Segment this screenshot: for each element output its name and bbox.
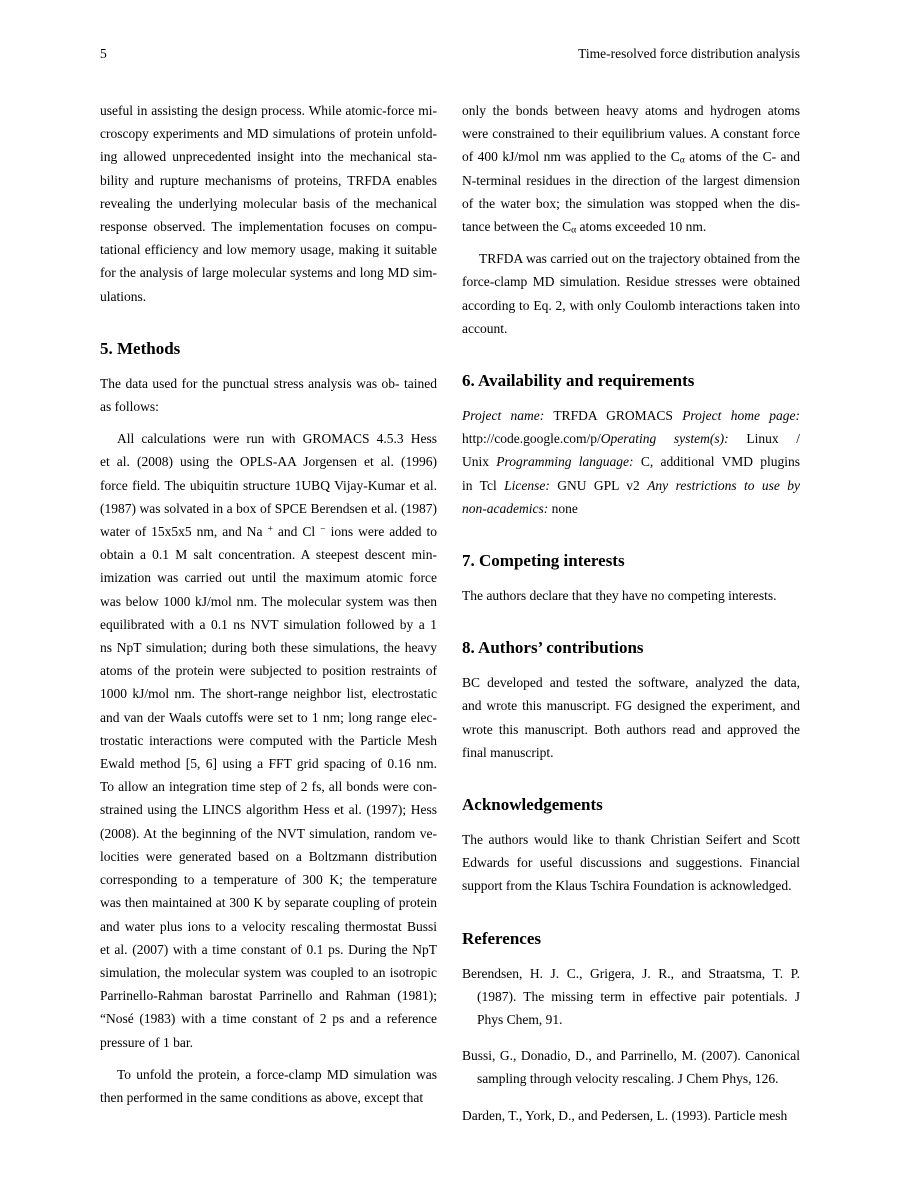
text-line [462,450,800,473]
text-line: Bussi, G., Donadio, D., and Parrinello, M. (2007). Canonical [462,1048,800,1064]
paragraph-availability [462,404,800,520]
text-line: trostatic interactions were computed with the Particle Mesh [100,732,437,748]
text-line: were constrained to their equilibrium values. A constant force [462,126,800,142]
text-segment: − [320,523,326,535]
text-line [462,215,800,238]
text-line: The data used for the punctual stress analysis was ob- tained [100,375,437,391]
text-segment: Operating system(s): [600,431,729,447]
text-segment: atoms exceeded 10 nm. [576,219,707,235]
text-line: useful in assisting the design process. While atomic-force mi- [100,103,437,118]
text-line: and van der Waals cutoffs were set to 1 nm; long range elec- [100,709,437,725]
running-title: Time-resolved force distribution analysis [578,46,800,61]
text-segment: ions were added to [325,524,438,540]
text-line [462,427,800,450]
text-line: Berendsen, H. J. C., Grigera, J. R., and Straatsma, T. P. [462,965,800,981]
text-line [462,404,800,427]
paragraph-unfold-continuation [462,99,800,238]
text-line: TRFDA was carried out on the trajectory obtained from the [479,251,800,267]
text-line: for the analysis of large molecular systems and long MD sim- [100,265,437,281]
paragraph-intro-continuation [100,99,437,308]
text-line: was then maintained at 300 K by separate coupling of protein [100,895,437,911]
text-line: wrote this manuscript. Both authors read and approved the [462,721,800,737]
text-line: 1000 kJ/mol nm. The short-range neighbor list, electrostatic [100,686,437,702]
text-line: (1987) was solvated in a box of SPCE Berendsen et al. (1987) [100,500,437,516]
right-column [462,99,800,1127]
text-segment: atoms of the C- and [684,149,800,165]
text-line: simulation, the molecular system was coupled to an isotropic [100,964,437,980]
text-line: atoms of the protein were subjected to position restraints of [100,663,437,679]
text-segment: water of 15x5x5 nm, and Na [100,524,268,540]
text-line: To allow an integration time step of 2 fs, all bonds were con- [100,779,437,795]
text-segment: Project home page: [682,408,800,424]
text-segment: α [571,224,577,236]
text-line [462,497,800,520]
text-line: was below 1000 kJ/mol nm. The molecular system was then [100,593,437,609]
text-line: Phys Chem, 91. [477,1012,563,1028]
text-line: tational efficiency and low memory usage, making it suitable [100,242,437,258]
text-segment: GNU GPL v2 [549,477,648,493]
text-line: and wrote this manuscript. FG designed the experiment, and [462,698,800,714]
text-segment: C, additional VMD plugins [633,454,800,470]
text-line: support from the Klaus Tschira Foundation is acknowledged. [462,878,792,894]
text-segment: Unix [462,454,497,470]
text-segment: non-academics: [462,500,549,516]
text-line: BC developed and tested the software, analyzed the data, [462,675,800,691]
reference-entry-bussi [462,1044,800,1090]
paragraph-acknowledgements [462,828,800,898]
text-line: final manuscript. [462,744,554,760]
text-line: strained using the LINCS algorithm Hess et al. (1997); Hess [100,802,437,818]
text-segment: α [679,155,685,167]
text-line [462,145,800,168]
text-line: force-clamp MD simulation. Residue stresses were obtained [462,274,800,290]
text-line: force field. The ubiquitin structure 1UBQ Vijay-Kumar et al. [100,477,437,493]
text-line: bility and rupture mechanisms of proteins, TRFDA enables [100,172,437,188]
paragraph-authors-contributions [462,671,800,764]
text-line: according to Eq. 2, with only Coulomb interactions taken into [462,297,800,313]
text-line: and water plus ions to a velocity rescaling thermostat Bussi [100,918,437,934]
text-segment: + [267,523,273,535]
reference-entry-darden [462,1104,800,1127]
text-segment: none [548,500,578,516]
text-line: only the bonds between heavy atoms and hydrogen atoms [462,103,800,118]
text-line: (2008). At the beginning of the NVT simulation, random ve- [100,825,437,841]
text-line: ing allowed unprecedented insight into the mechanical sta- [100,149,437,165]
paragraph-methods-setup [100,427,437,1053]
text-line: Ewald method [5, 6] using a FFT grid spacing of 0.16 nm. [100,756,437,772]
text-line [462,474,800,497]
text-line: et al. (2008) using the OPLS-AA Jorgensen et al. (1996) [100,454,437,470]
text-line: Parrinello-Rahman barostat Parrinello and Rahman (1981); [100,988,437,1004]
text-segment: http://code.google.com/p/ [462,431,601,447]
text-line: as follows: [100,399,159,415]
text-line: sampling through velocity rescaling. J Chem Phys, 126. [477,1071,779,1087]
text-segment: and Cl [272,524,321,540]
text-line: account. [462,320,508,336]
reference-entry-berendsen [462,962,800,1032]
text-line: “Nosé (1983) with a time constant of 2 ps and a reference [100,1011,437,1027]
section-heading-competing-interests: 7. Competing interests [462,551,625,571]
text-line: then performed in the same conditions as above, except that [100,1089,424,1105]
left-column [100,99,437,1109]
section-heading-acknowledgements: Acknowledgements [462,795,603,815]
text-segment: in Tcl [462,477,505,493]
text-segment: Project name: [462,408,545,424]
text-line: locities were generated based on a Boltzmann distribution [100,848,437,864]
paragraph-methods-unfold [100,1063,437,1109]
paragraph-trfda-analysis [462,247,800,340]
section-heading-availability: 6. Availability and requirements [462,371,695,391]
text-line: of the water box; the simulation was stopped when the dis- [462,195,800,211]
text-line: The authors would like to thank Christian Seifert and Scott [462,832,800,848]
text-line: ns NpT simulation; during both these simulations, the heavy [100,640,437,656]
text-segment: Linux / [728,431,800,447]
text-line: corresponding to a temperature of 300 K; the temperature [100,872,437,888]
text-line: Edwards for useful discussions and suggestions. Financial [462,855,800,871]
text-segment: of 400 kJ/mol nm was applied to the C [462,149,680,165]
text-line: response observed. The implementation focuses on compu- [100,219,437,235]
page-number: 5 [100,46,107,61]
paragraph-competing-interests [462,584,800,607]
text-line: N-terminal residues in the direction of the largest dimension [462,172,800,188]
section-heading-references: References [462,928,541,948]
text-line: All calculations were run with GROMACS 4.5.3 Hess [117,431,437,447]
text-line: pressure of 1 bar. [100,1034,193,1050]
text-segment: Any restrictions to use by [647,477,800,493]
section-heading-methods: 5. Methods [100,338,181,358]
text-segment: License: [504,477,550,493]
text-line: Darden, T., York, D., and Pedersen, L. (1993). Particle mesh [462,1107,788,1123]
page-header [100,46,800,62]
text-line: ulations. [100,288,147,304]
text-segment: Programming language: [496,454,634,470]
text-line: et al. (2007) with a time constant of 0.1 ps. During the NpT [100,941,437,957]
text-line: The authors declare that they have no competing interests. [462,588,777,604]
text-line: equilibrated with a 0.1 ns NVT simulation followed by a 1 [100,616,437,632]
paragraph-methods-intro [100,372,437,418]
text-line: imization was carried out until the maximum atomic force [100,570,437,586]
text-segment: tance between the C [462,219,572,235]
text-line: To unfold the protein, a force-clamp MD simulation was [117,1066,437,1082]
text-line: (1987). The missing term in effective pair potentials. J [477,988,800,1004]
text-line: croscopy experiments and MD simulations of protein unfold- [100,126,437,142]
section-heading-authors-contributions: 8. Authors’ contributions [462,638,644,658]
text-line: obtain a 0.1 M salt concentration. A steepest descent min- [100,547,437,563]
text-segment: TRFDA GROMACS [544,408,683,424]
text-line: revealing the underlying molecular basis of the mechanical [100,195,437,211]
text-line [100,520,437,543]
